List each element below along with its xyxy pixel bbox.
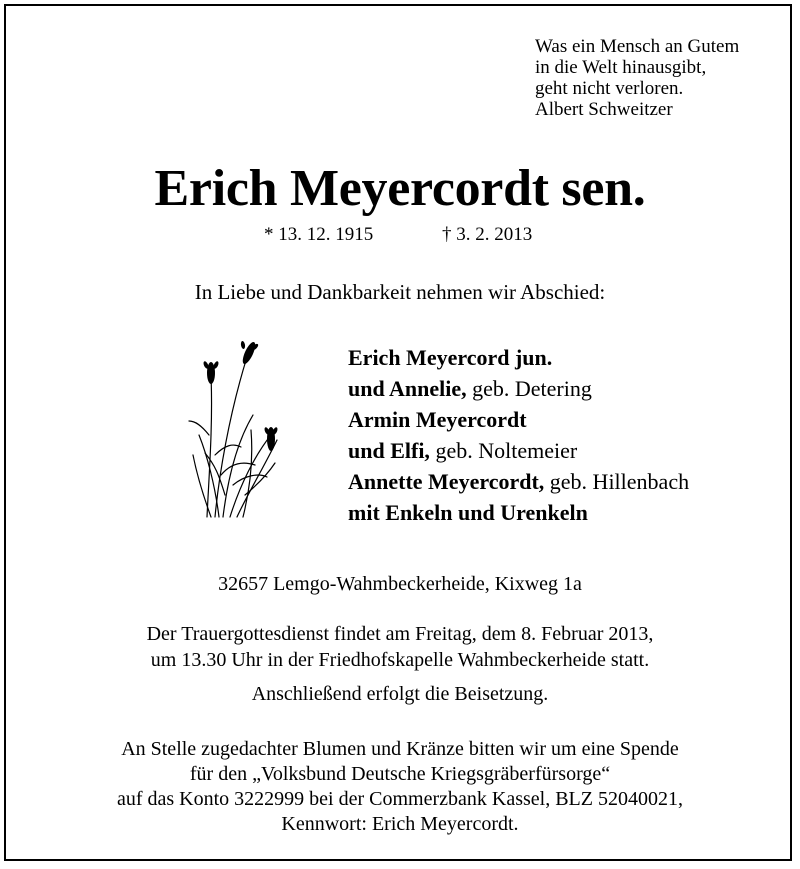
address-line: 32657 Lemgo-Wahmbeckerheide, Kixweg 1a	[218, 573, 582, 595]
family-list	[348, 342, 689, 528]
quote-line: geht nicht verloren.	[535, 78, 684, 99]
wheat-icon	[185, 335, 290, 520]
donation-line: An Stelle zugedachter Blumen und Kränze bitten wir um eine Spende	[121, 738, 679, 760]
family-member-5: Annette Meyercordt, geb. Hillenbach	[348, 469, 690, 494]
service-line: Der Trauergottesdienst findet am Freitag, dem 8. Februar 2013,	[146, 623, 654, 645]
service-info	[0, 621, 800, 673]
donation-line: auf das Konto 3222999 bei der Commerzbank Kassel, BLZ 52040021,	[116, 788, 683, 810]
family-member-2: und Annelie, geb. Detering	[348, 376, 592, 401]
quote-line: Was ein Mensch an Gutem	[535, 36, 740, 57]
death-date: † 3. 2. 2013	[442, 224, 533, 245]
quote-line: in die Welt hinausgibt,	[535, 57, 707, 78]
donation-info	[0, 737, 800, 837]
donation-line: Kennwort: Erich Meyercordt.	[281, 813, 519, 835]
burial-line: Anschließend erfolgt die Beisetzung.	[251, 683, 549, 705]
quote-block	[535, 36, 739, 120]
farewell-line: In Liebe und Dankbarkeit nehmen wir Abschied:	[194, 280, 606, 304]
family-member-6: mit Enkeln und Urenkeln	[348, 500, 588, 525]
family-member-4: und Elfi, geb. Noltemeier	[348, 438, 578, 463]
birth-date: * 13. 12. 1915	[264, 224, 374, 245]
quote-author: Albert Schweitzer	[535, 99, 673, 120]
donation-line: für den „Volksbund Deutsche Kriegsgräberfürsorge“	[189, 763, 611, 785]
service-line: um 13.30 Uhr in der Friedhofskapelle Wahmbeckerheide statt.	[150, 649, 650, 671]
family-member-1: Erich Meyercord jun.	[348, 345, 553, 370]
deceased-name: Erich Meyercordt sen.	[154, 160, 646, 217]
family-member-3: Armin Meyercordt	[348, 407, 527, 432]
